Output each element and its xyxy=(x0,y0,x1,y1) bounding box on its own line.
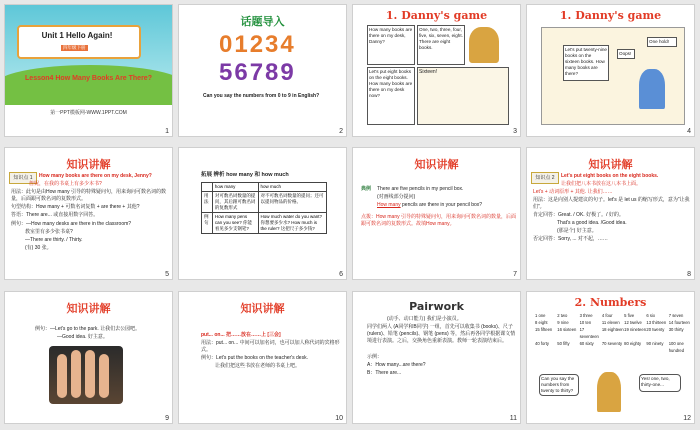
number-item: 50 fifty xyxy=(557,341,570,346)
slide-thumbnail-7[interactable] xyxy=(352,147,521,280)
slide-title: 2. Numbers xyxy=(574,296,647,309)
example-label: 示例： xyxy=(367,354,383,360)
number-item: 19 nineteen xyxy=(624,327,647,332)
translation: 让我们把八本书放在这八本书上面。 xyxy=(561,181,642,187)
comparison-table xyxy=(201,182,327,234)
slide-number: 3 xyxy=(513,128,517,135)
example-sentence: Let's put eight books on the eight books. xyxy=(561,173,659,179)
speech-bubble-2 xyxy=(639,374,681,392)
activity-heading: (动手、动口能力) 我们是小演员。 xyxy=(387,316,462,322)
phrase-heading: put... on... 把……放在……上 [三会] xyxy=(201,332,281,338)
footer-watermark: 第一PPT模板网-WWW.1PPT.COM xyxy=(50,110,127,116)
finger-4 xyxy=(99,354,109,398)
example-sentence: 例句：Let's put the books on the teacher's desk. xyxy=(201,355,308,361)
slide-title: 1. Danny's game xyxy=(385,9,488,22)
slide-number: 1 xyxy=(165,128,169,135)
usage-text: 用法：这是向别人提建议的句子。let's 是 let us 的缩写形式，意为“让我们”。 xyxy=(533,197,690,210)
finger-3 xyxy=(85,350,95,398)
extend-subtitle: 辨析 how many 和 how much xyxy=(213,172,289,178)
slide-title: 话题导入 xyxy=(240,15,285,28)
speech-bubble-1 xyxy=(539,374,579,396)
example-a-cn: (有) 30 张。 xyxy=(25,245,52,251)
speech-text: Can you say the numbers from twenty to thirty? xyxy=(541,376,575,393)
finger-2 xyxy=(71,350,81,398)
usage-text: 用法：put... on... 中间可以加名词，也可以加人称代词的宾格形式。 xyxy=(201,340,340,353)
speech-text: Yes! one, two, thirty-one... xyxy=(641,376,670,387)
table-cell: How many pens can you see? 你能看见多少支钢笔? xyxy=(212,213,258,234)
activity-desc: 同学们两人 (A同学和B同学) 一组，首先可以收集书 (books)、尺子 (rulers)、铅笔 (pencils)、钢笔 (pens) 等，然后再各同学根据课文情境进行表演。之后，交换角色重新表演。教师一轮表演结束后。 xyxy=(367,324,516,344)
knowledge-tag: 知识点 1 xyxy=(9,172,37,184)
number-item: 9 nine xyxy=(557,320,569,325)
slide-number: 2 xyxy=(339,128,343,135)
slide-thumbnail-8[interactable] xyxy=(526,147,695,280)
example-sentence: There are five pencils in my pencil box. xyxy=(377,186,464,192)
number-item: 16 sixteen xyxy=(557,327,577,332)
slide-title: 1. Danny's game xyxy=(559,9,662,22)
positive-answer: 肯定回答：Great. / OK. 好极了。/ 好的。 xyxy=(533,212,624,218)
slide-thumbnail-5[interactable] xyxy=(4,147,173,280)
table-cell: 对可数名词数量的提问，其后跟可数名词的复数形式 xyxy=(212,192,258,213)
number-item: 11 eleven xyxy=(601,320,620,325)
comic-panel-4 xyxy=(417,67,509,125)
number-item: 60 sixty xyxy=(579,341,594,346)
positive-answer-2: That's a good idea. /Good idea. xyxy=(557,220,627,226)
finger-1 xyxy=(57,354,67,398)
kid-figure xyxy=(639,69,665,109)
danny-figure xyxy=(469,27,499,63)
example-cn: 让我们把这些书放在老师的书桌上吧。 xyxy=(215,363,301,369)
slide-thumbnail-11[interactable] xyxy=(352,291,521,424)
slide-number: 10 xyxy=(335,415,343,422)
table-cell xyxy=(202,183,213,192)
slide-title: 知识讲解 xyxy=(240,302,285,315)
comic-panel-3 xyxy=(367,67,415,125)
speech-text: Let's put twenty-nine books on the sixteen books. How many books are there? xyxy=(565,47,607,76)
example-sentence: How many books are there on my desk, Jenny? xyxy=(39,173,152,179)
comic-panel-2 xyxy=(417,25,465,65)
speech-text: Sixteen! xyxy=(419,69,438,75)
speech-text: How many books are there on my desk, Danny? xyxy=(369,27,413,44)
comic-panel-1 xyxy=(367,25,415,65)
slide-thumbnail-3[interactable] xyxy=(352,4,521,137)
speech-text: Let's put eight books on the eight books. How many books are there on my desk now? xyxy=(369,69,413,98)
speech-bubble-2 xyxy=(647,37,677,47)
fill-sentence xyxy=(377,202,517,209)
number-item: 3 three xyxy=(579,313,593,318)
example-q: 例句：—Let's go to the park. 让我们去公园吧。 xyxy=(35,326,141,332)
row-label: 用法 xyxy=(202,192,213,213)
table-cell: 对不可数名词数量的提问；还可以提问物品的价格。 xyxy=(258,192,327,213)
structure-text: 句型结构：How many + 可数名词复数 + are there + 其他? xyxy=(11,204,140,210)
dialog-a: A：How many...are there? xyxy=(367,362,426,368)
example-q-cn: 教室里有多少张书桌? xyxy=(25,229,73,235)
number-item: 5 five xyxy=(624,313,635,318)
grade-label: 四年级下册 xyxy=(63,45,86,50)
usage-text: 用法：此句是由How many 引导的特殊疑问句，用来询问可数名词的数量，后面跟可数名词的复数形式。 xyxy=(11,189,167,202)
example-tag: 典例 xyxy=(361,186,372,192)
number-item: 15 fifteen xyxy=(535,327,553,332)
positive-answer-cn: (那是个) 好主意。 xyxy=(557,228,597,234)
number-item: 7 seven xyxy=(668,313,684,318)
number-item: 2 two xyxy=(557,313,568,318)
slide-number: 8 xyxy=(687,271,691,278)
number-item: 4 four xyxy=(601,313,613,318)
number-item: 14 fourteen xyxy=(668,320,690,325)
extend-label xyxy=(201,172,289,179)
speech-text: One hold! xyxy=(649,39,669,44)
slide-number: 7 xyxy=(513,271,517,278)
number-item: 100 one hundred xyxy=(668,341,685,353)
question-text: Can you say the numbers from 0 to 9 in English? xyxy=(203,93,320,99)
number-item: 13 thirteen xyxy=(646,320,667,325)
slide-number: 4 xyxy=(687,128,691,135)
number-item: 6 six xyxy=(646,313,656,318)
number-item: 18 eighteen xyxy=(601,327,624,332)
dialog-b: B：There are... xyxy=(367,370,402,376)
slide-thumbnail-10[interactable] xyxy=(178,291,347,424)
number-item: 40 forty xyxy=(535,341,549,346)
numbers-grid xyxy=(535,312,691,354)
slide-number: 12 xyxy=(683,415,691,422)
negative-answer: 否定回答：Sorry, ... 对不起，…… xyxy=(533,236,608,242)
digits-row-1: 01234 xyxy=(219,31,296,58)
number-item: 1 one xyxy=(535,313,546,318)
number-item: 8 eight xyxy=(535,320,548,325)
slide-thumbnail-12[interactable] xyxy=(526,291,695,424)
number-item: 70 seventy xyxy=(601,341,623,346)
slide-number: 6 xyxy=(339,271,343,278)
number-item: 90 ninety xyxy=(646,341,664,346)
slide-number: 9 xyxy=(165,415,169,422)
number-item: 12 twelve xyxy=(624,320,642,325)
slide-number: 5 xyxy=(165,271,169,278)
speech-text: Oops! xyxy=(619,51,632,56)
lesson-subtitle: Lesson4 How Many Books Are There? xyxy=(25,75,152,82)
answer-blank: How many xyxy=(377,202,401,208)
table-header: how many xyxy=(212,183,258,192)
row-label: 例句 xyxy=(202,213,213,234)
slide-number: 11 xyxy=(509,415,517,422)
number-item: 80 eighty xyxy=(624,341,642,346)
instruction: (对画线部分提问) xyxy=(377,194,416,200)
slide-title: 知识讲解 xyxy=(414,158,459,171)
green-hill xyxy=(4,65,173,105)
number-item: 30 thirty xyxy=(668,327,684,332)
answer-text: 答语：There are... 或直接用数字回答。 xyxy=(11,212,99,218)
example-q: 例句：—How many desks are there in the classroom? xyxy=(11,221,132,227)
slide-title: 知识讲解 xyxy=(66,158,111,171)
speech-bubble-3 xyxy=(617,49,635,59)
slide-thumbnail-2[interactable] xyxy=(178,4,347,137)
number-item: 20 twenty xyxy=(646,327,665,332)
example-a: —There are thirty. / Thirty. xyxy=(25,237,83,243)
speech-text: One, two, three, four, five, six, seven, eight. There are eight books. xyxy=(419,27,463,50)
number-item: 17 seventeen xyxy=(579,327,599,339)
translation: 詹妮，在我的书桌上有多少本书? xyxy=(29,181,102,187)
fill-text: pencils are there in your pencil box? xyxy=(402,202,483,208)
slide-thumbnail-4[interactable] xyxy=(526,4,695,137)
example-a: —Good idea. 好主意。 xyxy=(57,334,108,340)
number-item: 10 ten xyxy=(579,320,592,325)
unit-title: Unit 1 Hello Again! xyxy=(41,31,113,40)
slide-thumbnail-6[interactable] xyxy=(178,147,347,280)
extend-tag: 拓展 xyxy=(201,172,213,178)
slide-thumbnail-1[interactable] xyxy=(4,4,173,137)
explanation: 点拨：How many 引导的特殊疑问句，用来询问可数名词的数量，后面跟可数名词的复数形式。故填How many。 xyxy=(361,214,517,227)
slide-title: Pairwork xyxy=(409,300,464,313)
slide-title: 知识讲解 xyxy=(588,158,633,171)
slide-thumbnail-9[interactable] xyxy=(4,291,173,424)
speech-bubble-1 xyxy=(563,45,609,81)
slide-title: 知识讲解 xyxy=(66,302,111,315)
digits-row-2: 56789 xyxy=(219,59,296,86)
kid-figure xyxy=(597,372,621,412)
table-cell: How much water do you want? 你想要多少水? How much is the ruler? 这把尺子多少钱? xyxy=(258,213,327,234)
knowledge-tag: 知识点 2 xyxy=(531,172,559,184)
table-header: how much xyxy=(258,183,327,192)
structure-text: Let's + 动词原形 + 其他. 让我们…… xyxy=(533,189,613,195)
